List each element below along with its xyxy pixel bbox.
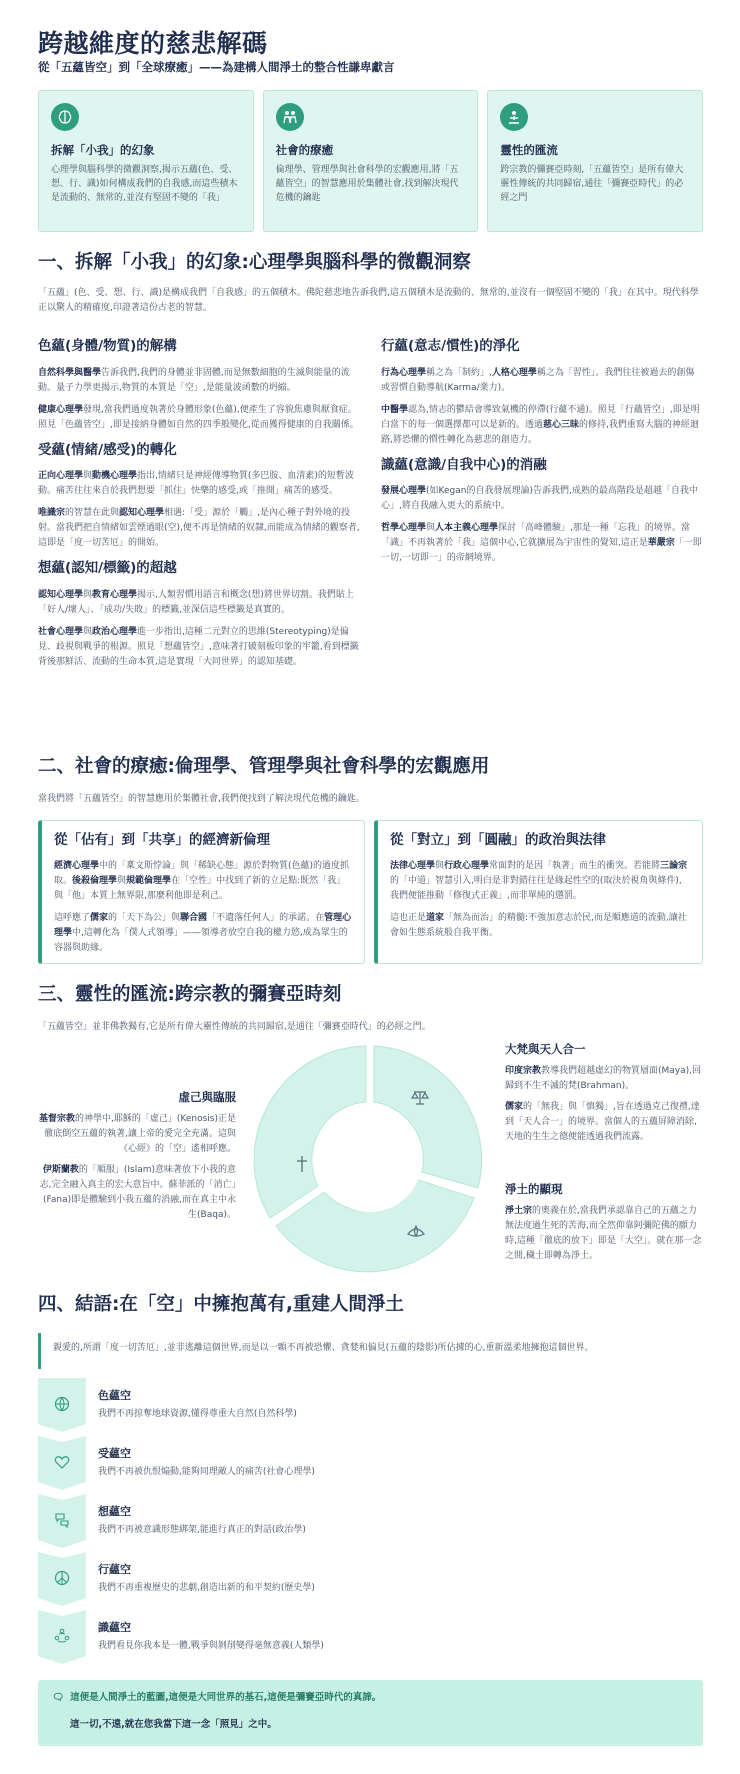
economic-ethics-box (38, 820, 365, 964)
consciousness-aggregate-p2: 哲學心理學與人本主義心理學探討「高峰體驗」,那是一種「忘我」的境界。當「識」不再執著於「我」這個中心,它就擴展為宇宙性的覺知,這正是華嚴宗「一即一切,一切即一」的帝網境界。 (381, 523, 702, 564)
quote-icon: 🗨︎ (52, 1692, 65, 1703)
card-social-healing (263, 90, 479, 232)
step-form (38, 1378, 703, 1436)
brahman-block (505, 1040, 703, 1151)
perception-aggregate-block (38, 558, 360, 670)
brahman-title: 大梵與天人合一 (505, 1042, 586, 1056)
card-text: 倫理學、管理學與社會科學的宏觀應用,將「五蘊皆空」的智慧應用於集體社會,找到解決現代危機的鑰匙 (275, 164, 459, 204)
kenosis-title: 虛己與臨服 (178, 1090, 236, 1104)
politics-law-p1: 法律心理學與行政心理學常面對的是因「執著」而生的衝突。若能將三論宗的「中道」智慧引入,明白是非對錯往往是緣起性空的(取決於視角與條件),我們便能推動「修復式正義」,而非單純的懲罰。 (390, 860, 688, 901)
kenosis-p1: 基督宗教的神學中,耶穌的「虛己」(Kenosis)正是徹底倒空五蘊的執著,讓上帝的愛完全充滿。這與《心經》的「空」遙相呼應。 (39, 1114, 236, 1154)
final-line2: 這一切,不遠,就在您我當下這一念「照見」之中。 (70, 1719, 277, 1731)
section1-intro: 「五蘊」(色、受、想、行、識)是構成我們「自我感」的五個積木。佛陀慈悲地告訴我們,這五個積木是流動的、無常的,並沒有一個堅固不變的「我」在其中。現代科學正以驚人的精確度,印證著這份古老的智慧。 (38, 288, 699, 313)
feeling-aggregate-block (38, 440, 360, 552)
section1-left-column (38, 336, 360, 677)
emptiness-steps (38, 1378, 703, 1668)
card-title: 社會的療癒 (275, 143, 334, 157)
page-subtitle: 從「五蘊皆空」到「全球療癒」——為建構人間淨土的整合性謙卑獻言 (38, 60, 395, 74)
kenosis-p2: 伊斯蘭教的「順服」(Islam)意味著放下小我的意志,完全融入真主的宏大意旨中。蘇菲派的「消亡」(Fana)即是體驗到小我五蘊的消融,而在真主中永生(Baqa)。 (39, 1164, 236, 1220)
card-small-self (38, 90, 254, 232)
people-circle-icon (52, 1626, 72, 1646)
section2-title: 二、社會的療癒:倫理學、管理學與社會科學的宏觀應用 (38, 756, 490, 777)
summary-cards (38, 90, 703, 232)
form-aggregate-p2: 健康心理學發現,當我們過度執著於身體形象(色蘊),便產生了容貌焦慮與厭食症。照見「色蘊皆空」,即是接納身體如自然的四季般變化,從而獲得健康的自我關係。 (38, 404, 359, 430)
economic-ethics-title: 從「佔有」到「共享」的經濟新倫理 (54, 832, 270, 848)
globe-icon (52, 1394, 72, 1414)
pureland-title: 淨土的顯現 (505, 1182, 563, 1196)
step-desc: 我們不再掠奪地球資源,懂得尊重大自然(自然科學) (98, 1409, 297, 1419)
section3-intro: 「五蘊皆空」並非佛教獨有,它是所有偉大靈性傳統的共同歸宿,是通往「彌賽亞時代」的必經之門。 (38, 1022, 431, 1032)
section4-title: 四、結語:在「空」中擁抱萬有,重建人間淨土 (38, 1294, 404, 1315)
card-spiritual-confluence (487, 90, 703, 232)
consciousness-aggregate-title: 識蘊(意識/自我中心)的消融 (381, 456, 547, 473)
step-title: 受蘊空 (98, 1447, 131, 1460)
card-text: 心理學與腦科學的微觀洞察,揭示五蘊(色、受、想、行、識)如何構成我們的自我感,而這些積木是流動的、無常的,並沒有堅固不變的「我」 (51, 164, 238, 204)
formation-aggregate-block (381, 336, 703, 448)
step-consciousness (38, 1610, 703, 1668)
card-title: 拆解「小我」的幻象 (51, 143, 155, 157)
feeling-aggregate-p1: 正向心理學與動機心理學指出,情緒只是神經傳導物質(多巴胺、血清素)的短暫波動。痛苦往往來自於我們想要「抓住」快樂的感受,或「推開」痛苦的感受。 (38, 471, 354, 497)
perception-aggregate-p1: 認知心理學與教育心理學揭示,人類習慣用語言和概念(想)將世界切割。我們貼上「好人/壞人」、「成功/失敗」的標籤,並深信這些標籤是真實的。 (38, 590, 354, 615)
brain-icon (51, 103, 79, 131)
kenosis-block (38, 1088, 236, 1229)
perception-aggregate-title: 想蘊(認知/標籤)的超越 (38, 560, 177, 577)
step-title: 識蘊空 (98, 1621, 131, 1634)
formation-aggregate-p1: 行為心理學稱之為「制約」,人格心理學稱之為「習性」。我們往往被過去的創傷或習慣自動導航(Karma/業力)。 (381, 367, 695, 393)
step-perception (38, 1494, 703, 1552)
closing-quote: 親愛的,所謂「度一切苦厄」,並非逃離這個世界,而是以一顆不再被恐懼、貪婪和偏見(五蘊的陰影)所佔據的心,重新溫柔地擁抱這個世界。 (38, 1333, 703, 1369)
step-desc: 我們不再重複歷史的悲劇,創造出新的和平契約(歷史學) (98, 1583, 315, 1593)
economic-ethics-p2: 這呼應了儒家的「天下為公」與聯合國「不遺落任何人」的承諾。在管理心理學中,這轉化為「僕人式領導」——領導者放空自我的權力慾,成為眾生的容器與助緣。 (54, 912, 352, 953)
step-desc: 我們不再被意識形態綁架,能進行真正的對話(政治學) (98, 1525, 306, 1535)
step-title: 色蘊空 (98, 1389, 131, 1402)
formation-aggregate-title: 行蘊(意志/慣性)的淨化 (381, 338, 520, 354)
form-aggregate-block (38, 336, 360, 433)
card-title: 靈性的匯流 (500, 143, 558, 157)
religions-donut (250, 1040, 490, 1280)
card-text: 跨宗教的彌賽亞時刻,「五蘊皆空」是所有偉大靈性傳統的共同歸宿,通往「彌賽亞時代」的必經之門 (500, 164, 684, 204)
final-line1: 🗨︎ 這便是人間淨土的藍圖,這便是大同世界的基石,這便是彌賽亞時代的真諦。 (52, 1690, 689, 1705)
pureland-block (505, 1180, 703, 1270)
section3-title: 三、靈性的匯流:跨宗教的彌賽亞時刻 (38, 984, 342, 1005)
pureland-p1: 淨土宗的奧義在於,當我們承認靠自己的五蘊之力無法度過生死的苦海,而全然仰靠阿彌陀佛的願力時,這種「徹底的放下」即是「大空」。就在那一念之間,穢土即轉為淨土。 (505, 1206, 702, 1261)
section1-right-column (381, 336, 703, 573)
politics-law-title: 從「對立」到「圓融」的政治與法律 (390, 832, 606, 848)
section1-title: 一、拆解「小我」的幻象:心理學與腦科學的微觀洞察 (38, 252, 471, 273)
section2-intro: 當我們將「五蘊皆空」的智慧應用於集體社會,我們便找到了解決現代危機的鑰匙。 (38, 794, 365, 804)
peace-icon (52, 1568, 72, 1588)
step-feeling (38, 1436, 703, 1494)
form-aggregate-p1: 自然科學與醫學告訴我們,我們的身體並非固體,而是無數細胞的生滅與能量的流動。量子力學更揭示,物質的本質是「空」,是能量波函數的坍縮。 (38, 367, 350, 393)
brahman-p1: 印度宗教教導我們超越虛幻的物質層面(Maya),回歸到不生不滅的梵(Brahman)。 (505, 1066, 702, 1092)
politics-law-p2: 這也正是道家「無為而治」的精髓:不強加意志於民,而是順應道的流動,讓社會如生態系統般自我平衡。 (390, 912, 687, 938)
step-desc: 我們看見你我本是一體,戰爭與剝削變得毫無意義(人類學) (98, 1641, 324, 1651)
step-desc: 我們不再被仇恨煽動,能夠同理敵人的痛苦(社會心理學) (98, 1467, 315, 1477)
perception-aggregate-p2: 社會心理學與政治心理學進一步指出,這種二元對立的思維(Stereotyping)是偏見、歧視與戰爭的根源。照見「想蘊皆空」,意味著打破刻板印象的牢籠,看到標籤背後那鮮活、流動的生命本質,這是實現「大同世界」的認知基礎。 (38, 626, 359, 667)
people-icon (276, 103, 304, 131)
final-callout (38, 1680, 703, 1746)
step-formation (38, 1552, 703, 1610)
brahman-p2: 儒家的「無我」與「慎獨」,旨在透過克己復禮,達到「天人合一」的境界。當個人的五蘊屏障消除,天地的生生之德便能透過我們流露。 (505, 1101, 700, 1142)
formation-aggregate-p2: 中醫學認為,情志的鬱結會導致氣機的停滯(行蘊不通)。照見「行蘊皆空」,即是明白當下的每一個選擇都可以是新的。透過慈心三昧的修持,我們重寫大腦的神經迴路,將恐懼的慣性轉化為慈悲的創造力。 (381, 404, 700, 445)
feeling-aggregate-title: 受蘊(情緒/感受)的轉化 (38, 441, 177, 458)
form-aggregate-title: 色蘊(身體/物質)的解構 (38, 338, 177, 354)
step-title: 想蘊空 (98, 1505, 131, 1518)
economic-ethics-p1: 經濟心理學中的「稟文斯悖論」與「稀缺心態」源於對物質(色蘊)的過度抓取。後殺倫理學與規範倫理學在「空性」中找到了新的立足點:既然「我」與「他」本質上無界限,那麼利他即是利己。 (54, 860, 350, 901)
dialogue-icon (52, 1510, 72, 1530)
spirit-icon (500, 103, 528, 131)
page-title: 跨越維度的慈悲解碼 (38, 29, 268, 58)
consciousness-aggregate-block (381, 455, 703, 567)
consciousness-aggregate-p1: 發展心理學(如Kegan的自我發展理論)告訴我們,成熟的最高階段是超越「自我中心」,將自我融入更大的系統中。 (381, 486, 698, 512)
heart-icon (52, 1452, 72, 1472)
feeling-aggregate-p2: 唯識宗的智慧在此與認知心理學相遇:「受」源於「觸」,是內心種子對外境的投射。當我們把自情緒如雲煙過眼(空),便不再是情緒的奴隸,而能成為情緒的觀察者,這即是「度一切苦厄」的開始。 (38, 508, 360, 549)
politics-law-box (374, 820, 703, 964)
step-title: 行蘊空 (98, 1563, 131, 1576)
